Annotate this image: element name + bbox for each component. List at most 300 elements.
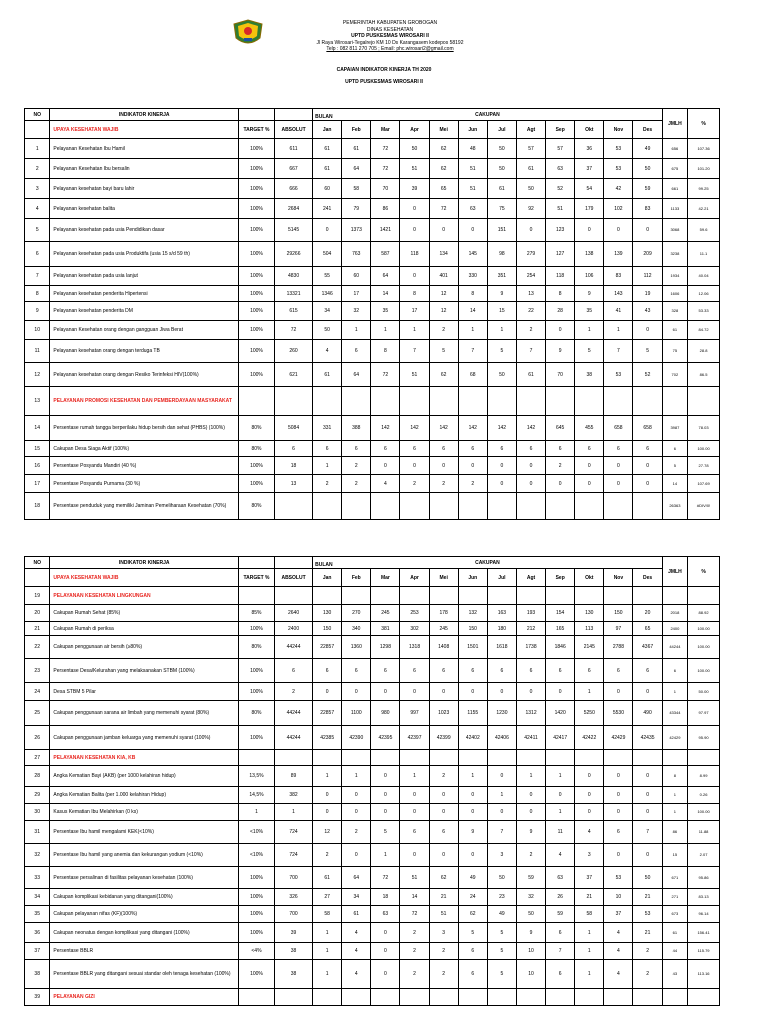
row-month-nov: 658 bbox=[604, 416, 633, 441]
row-month-jun: 24 bbox=[458, 889, 487, 906]
row-absolut: 44244 bbox=[274, 636, 312, 659]
row-month-nov: 42429 bbox=[604, 726, 633, 750]
row-absolut: 38 bbox=[274, 960, 312, 989]
row-month-des: 19 bbox=[633, 286, 662, 302]
row-month-nov: 4 bbox=[604, 960, 633, 989]
empty-cell bbox=[575, 387, 604, 416]
table-row bbox=[25, 906, 720, 923]
row-month-agt: 7 bbox=[516, 340, 545, 363]
row-month-feb: 58 bbox=[342, 179, 371, 199]
empty-cell bbox=[371, 387, 400, 416]
row-month-jun: 51 bbox=[458, 159, 487, 179]
row-month-jun: 330 bbox=[458, 267, 487, 286]
row-month-jun: 5 bbox=[458, 923, 487, 943]
row-month-feb: 0 bbox=[342, 844, 371, 867]
row-month-feb: 2 bbox=[342, 475, 371, 493]
row-month-mar: 72 bbox=[371, 363, 400, 387]
row-percent: 42.21 bbox=[688, 199, 720, 219]
header-blank bbox=[238, 557, 274, 569]
row-month-mar: 6 bbox=[371, 659, 400, 683]
row-month-sep: 165 bbox=[546, 622, 575, 636]
row-month-mei: 3 bbox=[429, 923, 458, 943]
header-percent: % bbox=[688, 557, 720, 587]
row-month-apr: 997 bbox=[400, 701, 429, 726]
row-absolut: 615 bbox=[274, 302, 312, 321]
row-month-jun: 0 bbox=[458, 787, 487, 804]
row-month-agt: 279 bbox=[516, 242, 545, 267]
row-target: 100% bbox=[238, 960, 274, 989]
row-month-feb: 1 bbox=[342, 321, 371, 340]
row-month-nov: 37 bbox=[604, 906, 633, 923]
row-month-feb: 0 bbox=[342, 683, 371, 701]
table-row bbox=[25, 363, 720, 387]
row-no: 22 bbox=[25, 636, 50, 659]
row-month-mei: 134 bbox=[429, 242, 458, 267]
row-month-jun: 68 bbox=[458, 363, 487, 387]
header-blank bbox=[274, 557, 312, 569]
row-month-okt: 106 bbox=[575, 267, 604, 286]
row-month-okt: 1 bbox=[575, 683, 604, 701]
row-month-agt: 61 bbox=[516, 363, 545, 387]
row-target: 100% bbox=[238, 457, 274, 475]
row-month-mei: 1408 bbox=[429, 636, 458, 659]
empty-cell bbox=[313, 750, 342, 766]
header-month-okt: Okt bbox=[575, 569, 604, 587]
empty-cell bbox=[313, 387, 342, 416]
row-percent: #DIV/0! bbox=[688, 493, 720, 520]
row-month-jun: 0 bbox=[458, 844, 487, 867]
table-row bbox=[25, 179, 720, 199]
row-jmlh: 328 bbox=[662, 302, 687, 321]
row-absolut: 326 bbox=[274, 889, 312, 906]
row-percent: 40.04 bbox=[688, 267, 720, 286]
row-month-nov: 5530 bbox=[604, 701, 633, 726]
letterhead-block bbox=[0, 14, 768, 104]
letterhead-line1: PEMERINTAH KABUPATEN GROBOGAN bbox=[342, 20, 438, 26]
row-jmlh: 5 bbox=[662, 457, 687, 475]
row-absolut: 44244 bbox=[274, 726, 312, 750]
row-no: 1 bbox=[25, 139, 50, 159]
row-target: 80% bbox=[238, 493, 274, 520]
row-month-mar: 72 bbox=[371, 867, 400, 889]
header-no: NO bbox=[25, 109, 50, 121]
row-month-jun: 6 bbox=[458, 659, 487, 683]
row-month-feb: 61 bbox=[342, 906, 371, 923]
row-month-nov: 102 bbox=[604, 199, 633, 219]
table-row bbox=[25, 622, 720, 636]
row-month-jul: 50 bbox=[487, 363, 516, 387]
row-jmlh: 3238 bbox=[662, 242, 687, 267]
row-target: 100% bbox=[238, 199, 274, 219]
row-month-mar: 1421 bbox=[371, 219, 400, 242]
row-no: 18 bbox=[25, 493, 50, 520]
empty-cell bbox=[429, 750, 458, 766]
row-absolut: 44244 bbox=[274, 701, 312, 726]
row-month-jul: 50 bbox=[487, 867, 516, 889]
row-absolut: 5145 bbox=[274, 219, 312, 242]
row-month-nov: 0 bbox=[604, 457, 633, 475]
section-label: PELAYANAN PROMOSI KESEHATAN DAN PEMBERDAYAAN MASYARAKAT bbox=[50, 387, 239, 416]
table-row bbox=[25, 960, 720, 989]
row-month-nov: 53 bbox=[604, 159, 633, 179]
row-month-des: 42435 bbox=[633, 726, 662, 750]
row-month-sep: 6 bbox=[546, 960, 575, 989]
row-month-jul: 163 bbox=[487, 605, 516, 622]
row-month-apr: 39 bbox=[400, 179, 429, 199]
empty-cell bbox=[662, 989, 687, 1006]
row-month-okt: 6 bbox=[575, 441, 604, 457]
row-month-agt: 193 bbox=[516, 605, 545, 622]
row-percent: 27.78 bbox=[688, 457, 720, 475]
row-target: <10% bbox=[238, 821, 274, 844]
row-month-jan: 22857 bbox=[313, 701, 342, 726]
row-month-mei: 2 bbox=[429, 766, 458, 787]
empty-cell bbox=[238, 587, 274, 605]
row-percent: 8.99 bbox=[688, 766, 720, 787]
row-jmlh: 44244 bbox=[662, 636, 687, 659]
row-indikator: Cakupan penggunaan sarana air limbah yang memenuhi syarat (80%) bbox=[50, 701, 239, 726]
header-month-apr: Apr bbox=[400, 569, 429, 587]
row-jmlh: 1 bbox=[662, 683, 687, 701]
row-month-okt: 58 bbox=[575, 906, 604, 923]
row-month-mar: 0 bbox=[371, 766, 400, 787]
row-month-jul: 9 bbox=[487, 286, 516, 302]
header-target: TARGET % bbox=[238, 569, 274, 587]
row-indikator: Pelayanan kesehatan orang dengan Resiko Terinfeksi HIV(100%) bbox=[50, 363, 239, 387]
row-month-okt: 42422 bbox=[575, 726, 604, 750]
row-month-jun: 8 bbox=[458, 286, 487, 302]
indicator-table-2 bbox=[24, 556, 720, 1006]
row-month-feb: 4 bbox=[342, 960, 371, 989]
row-month-des: 21 bbox=[633, 889, 662, 906]
row-target: 14,5% bbox=[238, 787, 274, 804]
empty-cell bbox=[429, 989, 458, 1006]
row-month-okt: 455 bbox=[575, 416, 604, 441]
row-no: 36 bbox=[25, 923, 50, 943]
row-month-agt: 6 bbox=[516, 659, 545, 683]
row-month-feb: 0 bbox=[342, 787, 371, 804]
empty-cell bbox=[458, 587, 487, 605]
row-month-agt: 9 bbox=[516, 923, 545, 943]
row-month-jun: 6 bbox=[458, 441, 487, 457]
row-percent: 113.16 bbox=[688, 960, 720, 989]
row-percent: 2.07 bbox=[688, 844, 720, 867]
row-month-mei: 6 bbox=[429, 821, 458, 844]
row-absolut: 724 bbox=[274, 821, 312, 844]
row-target: 100% bbox=[238, 267, 274, 286]
header-target: TARGET % bbox=[238, 121, 274, 139]
row-month-apr: 50 bbox=[400, 139, 429, 159]
row-month-apr: 2 bbox=[400, 923, 429, 943]
row-target: 100% bbox=[238, 906, 274, 923]
empty-cell bbox=[313, 587, 342, 605]
row-month-jul: 5 bbox=[487, 923, 516, 943]
indicator-table-1 bbox=[24, 108, 720, 520]
row-month-mar: 86 bbox=[371, 199, 400, 219]
row-month-agt: 50 bbox=[516, 179, 545, 199]
row-jmlh: 61 bbox=[662, 923, 687, 943]
row-month-mei: 0 bbox=[429, 683, 458, 701]
header-month-mar: Mar bbox=[371, 121, 400, 139]
row-month-agt: 212 bbox=[516, 622, 545, 636]
row-month-okt: 130 bbox=[575, 605, 604, 622]
row-no: 35 bbox=[25, 906, 50, 923]
row-month-jan: 61 bbox=[313, 159, 342, 179]
empty-cell bbox=[546, 750, 575, 766]
row-month-jun: 49 bbox=[458, 867, 487, 889]
row-month-mei: 42399 bbox=[429, 726, 458, 750]
row-month-agt: 0 bbox=[516, 219, 545, 242]
row-jmlh: 1934 bbox=[662, 267, 687, 286]
header-month-jun: Jun bbox=[458, 569, 487, 587]
row-month-mar: 72 bbox=[371, 139, 400, 159]
header-month-sep: Sep bbox=[546, 569, 575, 587]
row-month-agt: 57 bbox=[516, 139, 545, 159]
row-absolut: 667 bbox=[274, 159, 312, 179]
row-jmlh: 75 bbox=[662, 340, 687, 363]
row-month-okt: 5 bbox=[575, 340, 604, 363]
row-no: 9 bbox=[25, 302, 50, 321]
row-percent: 101.20 bbox=[688, 159, 720, 179]
row-month-mei: 21 bbox=[429, 889, 458, 906]
row-indikator: Persentase Posyandu Mandiri (40 %) bbox=[50, 457, 239, 475]
row-target: 80% bbox=[238, 636, 274, 659]
row-month-des: 0 bbox=[633, 787, 662, 804]
row-month-feb: 17 bbox=[342, 286, 371, 302]
row-month-sep: 645 bbox=[546, 416, 575, 441]
row-month-des: 52 bbox=[633, 363, 662, 387]
row-month-jul: 1230 bbox=[487, 701, 516, 726]
row-percent: 100.00 bbox=[688, 441, 720, 457]
row-month-jan: 1 bbox=[313, 960, 342, 989]
row-month-nov: 42 bbox=[604, 179, 633, 199]
row-month-jul: 1 bbox=[487, 787, 516, 804]
row-jmlh: 661 bbox=[662, 179, 687, 199]
row-month-jun: 6 bbox=[458, 960, 487, 989]
row-indikator: Desa STBM 5 Pilar bbox=[50, 683, 239, 701]
row-month-apr: 42397 bbox=[400, 726, 429, 750]
row-month-okt bbox=[575, 493, 604, 520]
row-indikator: Persentase BBLR bbox=[50, 943, 239, 960]
table-row bbox=[25, 844, 720, 867]
row-month-jun: 7 bbox=[458, 340, 487, 363]
row-month-apr: 0 bbox=[400, 787, 429, 804]
row-month-des: 53 bbox=[633, 906, 662, 923]
row-month-apr: 72 bbox=[400, 906, 429, 923]
row-absolut: 13 bbox=[274, 475, 312, 493]
row-month-apr: 51 bbox=[400, 363, 429, 387]
table-row bbox=[25, 475, 720, 493]
row-month-nov: 150 bbox=[604, 605, 633, 622]
row-month-feb: 64 bbox=[342, 159, 371, 179]
row-month-okt: 54 bbox=[575, 179, 604, 199]
row-month-apr: 0 bbox=[400, 267, 429, 286]
row-jmlh: 6 bbox=[662, 659, 687, 683]
row-month-apr: 253 bbox=[400, 605, 429, 622]
row-percent: 78.03 bbox=[688, 416, 720, 441]
row-month-des: 5 bbox=[633, 340, 662, 363]
row-month-feb: 0 bbox=[342, 804, 371, 821]
row-percent: 83.13 bbox=[688, 889, 720, 906]
header-month-feb: Feb bbox=[342, 121, 371, 139]
row-month-apr: 6 bbox=[400, 441, 429, 457]
row-jmlh: 44 bbox=[662, 943, 687, 960]
row-percent: 96.14 bbox=[688, 906, 720, 923]
row-month-des: 83 bbox=[633, 199, 662, 219]
row-month-jul: 6 bbox=[487, 441, 516, 457]
row-month-jun: 48 bbox=[458, 139, 487, 159]
row-month-nov: 83 bbox=[604, 267, 633, 286]
row-month-des: 7 bbox=[633, 821, 662, 844]
letterhead-line4: Jl Raya Wirosari-Tegalrejo KM 10 Ds Karangasem kodepos 58192 bbox=[316, 39, 464, 46]
header-cakupan-label: CAKUPAN bbox=[475, 559, 500, 566]
row-month-agt: 59 bbox=[516, 867, 545, 889]
row-target: 100% bbox=[238, 923, 274, 943]
row-target: 80% bbox=[238, 701, 274, 726]
row-absolut: 38 bbox=[274, 943, 312, 960]
row-percent: 156.41 bbox=[688, 923, 720, 943]
row-month-apr bbox=[400, 493, 429, 520]
row-month-mei: 62 bbox=[429, 867, 458, 889]
row-month-jan: 27 bbox=[313, 889, 342, 906]
row-month-mar: 4 bbox=[371, 475, 400, 493]
row-month-sep: 42417 bbox=[546, 726, 575, 750]
row-no: 3 bbox=[25, 179, 50, 199]
row-month-jan: 1 bbox=[313, 766, 342, 787]
row-month-des: 6 bbox=[633, 441, 662, 457]
row-month-feb: 2 bbox=[342, 821, 371, 844]
row-month-jan: 4 bbox=[313, 340, 342, 363]
row-jmlh: 3987 bbox=[662, 416, 687, 441]
row-absolut: 382 bbox=[274, 787, 312, 804]
row-percent: 95.90 bbox=[688, 726, 720, 750]
empty-cell bbox=[238, 989, 274, 1006]
row-month-mei: 2 bbox=[429, 475, 458, 493]
row-month-jun: 0 bbox=[458, 457, 487, 475]
row-month-agt: 142 bbox=[516, 416, 545, 441]
row-month-des bbox=[633, 493, 662, 520]
row-jmlh: 656 bbox=[662, 139, 687, 159]
header-month-jan: Jan bbox=[313, 121, 342, 139]
row-month-nov: 2788 bbox=[604, 636, 633, 659]
empty-cell bbox=[662, 387, 687, 416]
row-month-sep: 1 bbox=[546, 766, 575, 787]
row-jmlh: 8 bbox=[662, 766, 687, 787]
row-month-nov: 6 bbox=[604, 659, 633, 683]
row-month-okt: 21 bbox=[575, 889, 604, 906]
header-absolut: ABSOLUT bbox=[274, 569, 312, 587]
row-month-nov: 97 bbox=[604, 622, 633, 636]
row-month-jul: 0 bbox=[487, 475, 516, 493]
row-month-sep: 63 bbox=[546, 867, 575, 889]
letterhead-line5: Telp : 082 811 270 705 ; Email: phc.wirosari2@gmail.com bbox=[326, 46, 454, 53]
row-month-jan: 150 bbox=[313, 622, 342, 636]
row-no: 23 bbox=[25, 659, 50, 683]
row-month-sep: 0 bbox=[546, 475, 575, 493]
row-month-jul bbox=[487, 493, 516, 520]
header-blank bbox=[25, 569, 50, 587]
empty-cell bbox=[371, 587, 400, 605]
row-month-des: 65 bbox=[633, 622, 662, 636]
row-month-des: 21 bbox=[633, 923, 662, 943]
header-month-nov: Nov bbox=[604, 121, 633, 139]
row-month-nov: 4 bbox=[604, 923, 633, 943]
header-month-mei: Mei bbox=[429, 569, 458, 587]
row-percent: 100.00 bbox=[688, 804, 720, 821]
row-indikator: Kasus Kematian Ibu Melahirkan (0 ks) bbox=[50, 804, 239, 821]
header-no: NO bbox=[25, 557, 50, 569]
row-jmlh: 1133 bbox=[662, 199, 687, 219]
table-row bbox=[25, 159, 720, 179]
row-month-mar: 8 bbox=[371, 340, 400, 363]
row-month-feb: 1 bbox=[342, 766, 371, 787]
row-month-mei: 12 bbox=[429, 286, 458, 302]
empty-cell bbox=[516, 750, 545, 766]
section-label: PELAYANAN KESEHATAN LINGKUNGAN bbox=[50, 587, 239, 605]
row-month-jul: 61 bbox=[487, 179, 516, 199]
row-month-mar: 72 bbox=[371, 159, 400, 179]
row-no: 32 bbox=[25, 844, 50, 867]
row-month-mei: 2 bbox=[429, 943, 458, 960]
header-blank bbox=[274, 109, 312, 121]
row-month-des: 209 bbox=[633, 242, 662, 267]
row-no: 11 bbox=[25, 340, 50, 363]
empty-cell bbox=[575, 750, 604, 766]
header-month-nov: Nov bbox=[604, 569, 633, 587]
row-month-okt: 35 bbox=[575, 302, 604, 321]
row-month-jan bbox=[313, 493, 342, 520]
row-month-mei: 1023 bbox=[429, 701, 458, 726]
row-no: 28 bbox=[25, 766, 50, 787]
row-month-okt: 4 bbox=[575, 821, 604, 844]
row-month-sep: 1420 bbox=[546, 701, 575, 726]
row-month-okt: 2145 bbox=[575, 636, 604, 659]
header-percent: % bbox=[688, 109, 720, 139]
row-month-sep: 9 bbox=[546, 340, 575, 363]
row-absolut: 18 bbox=[274, 457, 312, 475]
row-month-apr: 0 bbox=[400, 219, 429, 242]
row-month-feb: 64 bbox=[342, 867, 371, 889]
row-month-okt: 0 bbox=[575, 804, 604, 821]
row-target: 100% bbox=[238, 683, 274, 701]
row-month-mar: 381 bbox=[371, 622, 400, 636]
row-target: 100% bbox=[238, 139, 274, 159]
table-row bbox=[25, 441, 720, 457]
row-absolut: 700 bbox=[274, 867, 312, 889]
row-month-sep: 11 bbox=[546, 821, 575, 844]
row-month-feb: 4 bbox=[342, 943, 371, 960]
row-month-nov: 7 bbox=[604, 340, 633, 363]
row-month-feb: 1100 bbox=[342, 701, 371, 726]
table-row bbox=[25, 804, 720, 821]
table-row bbox=[25, 493, 720, 520]
row-month-jun: 0 bbox=[458, 219, 487, 242]
row-month-okt: 1 bbox=[575, 960, 604, 989]
row-month-feb: 2 bbox=[342, 457, 371, 475]
row-month-jan: 2 bbox=[313, 844, 342, 867]
section-upaya-wajib: UPAYA KESEHATAN WAJIB bbox=[50, 121, 239, 139]
row-month-mei: 178 bbox=[429, 605, 458, 622]
row-jmlh: 15 bbox=[662, 844, 687, 867]
row-month-okt: 6 bbox=[575, 659, 604, 683]
row-month-apr: 118 bbox=[400, 242, 429, 267]
row-month-mar: 6 bbox=[371, 441, 400, 457]
row-month-des: 50 bbox=[633, 159, 662, 179]
row-jmlh: 1 bbox=[662, 787, 687, 804]
row-month-mei: 51 bbox=[429, 906, 458, 923]
row-target: 100% bbox=[238, 889, 274, 906]
row-month-jul: 351 bbox=[487, 267, 516, 286]
